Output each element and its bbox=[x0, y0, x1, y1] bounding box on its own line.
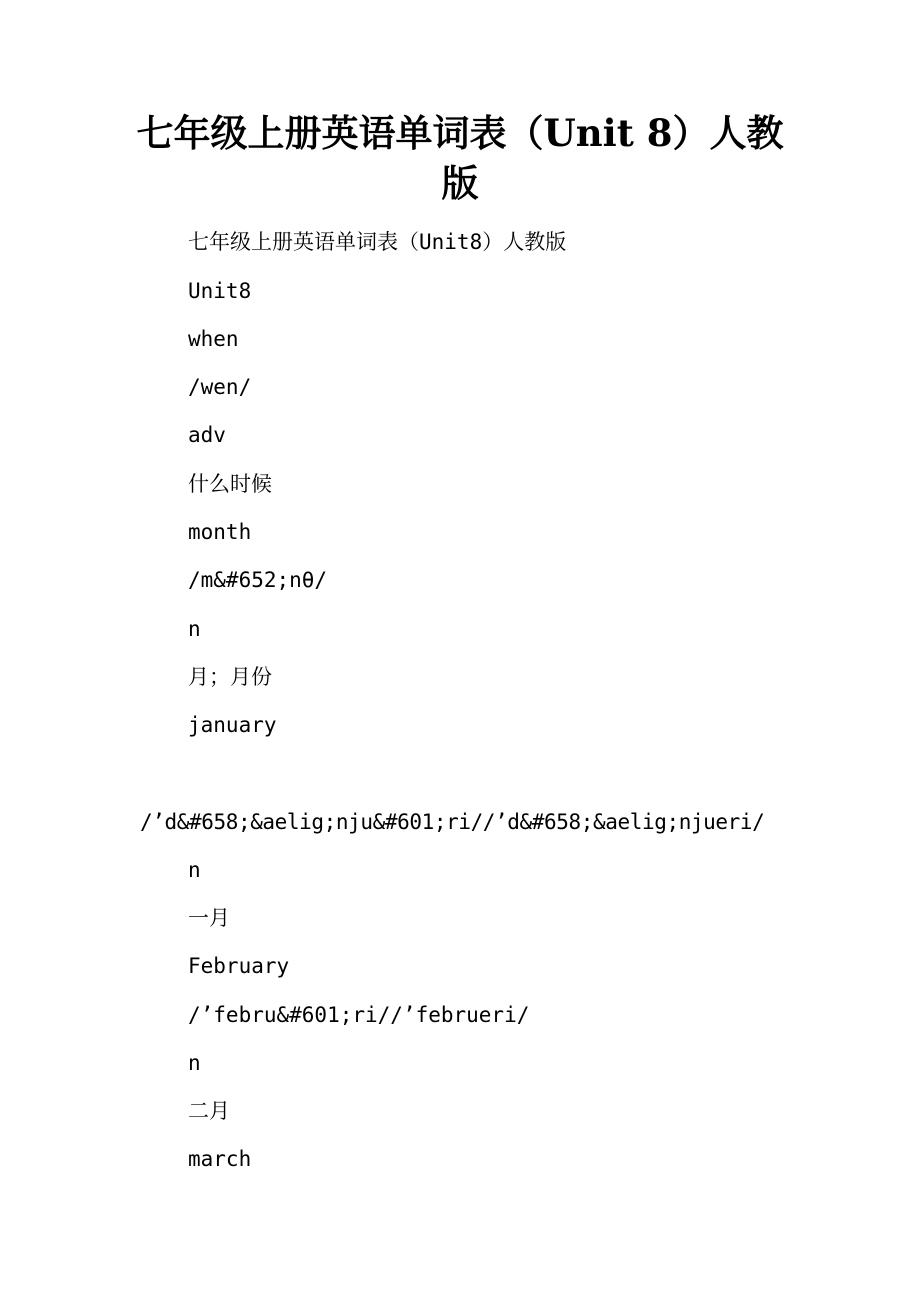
word-line: january bbox=[188, 713, 277, 737]
unit-label-line: Unit8 bbox=[188, 279, 252, 303]
phonetic-line: /’febru&#601;ri//’februeri/ bbox=[188, 1003, 530, 1027]
phonetic-line: /m&#652;nθ/ bbox=[188, 568, 328, 592]
word-line: month bbox=[188, 520, 252, 544]
word-line: march bbox=[188, 1147, 252, 1171]
meaning-line: 二月 bbox=[188, 1099, 230, 1123]
meaning-line: 什么时候 bbox=[188, 472, 272, 496]
word-line: February bbox=[188, 954, 290, 978]
intro-heading-line: 七年级上册英语单词表（Unit8）人教版 bbox=[188, 230, 567, 254]
part-of-speech-line: n bbox=[188, 858, 201, 882]
meaning-line: 一月 bbox=[188, 906, 230, 930]
meaning-line: 月；月份 bbox=[188, 665, 272, 689]
part-of-speech-line: adv bbox=[188, 423, 226, 447]
word-line: when bbox=[188, 327, 239, 351]
phonetic-line: /’d&#658;&aelig;nju&#601;ri//’d&#658;&aelig;njueri/ bbox=[140, 810, 765, 834]
document-title: 七年级上册英语单词表（Unit 8）人教版 bbox=[136, 111, 784, 205]
part-of-speech-line: n bbox=[188, 617, 201, 641]
part-of-speech-line: n bbox=[188, 1051, 201, 1075]
phonetic-line: /wen/ bbox=[188, 375, 252, 399]
